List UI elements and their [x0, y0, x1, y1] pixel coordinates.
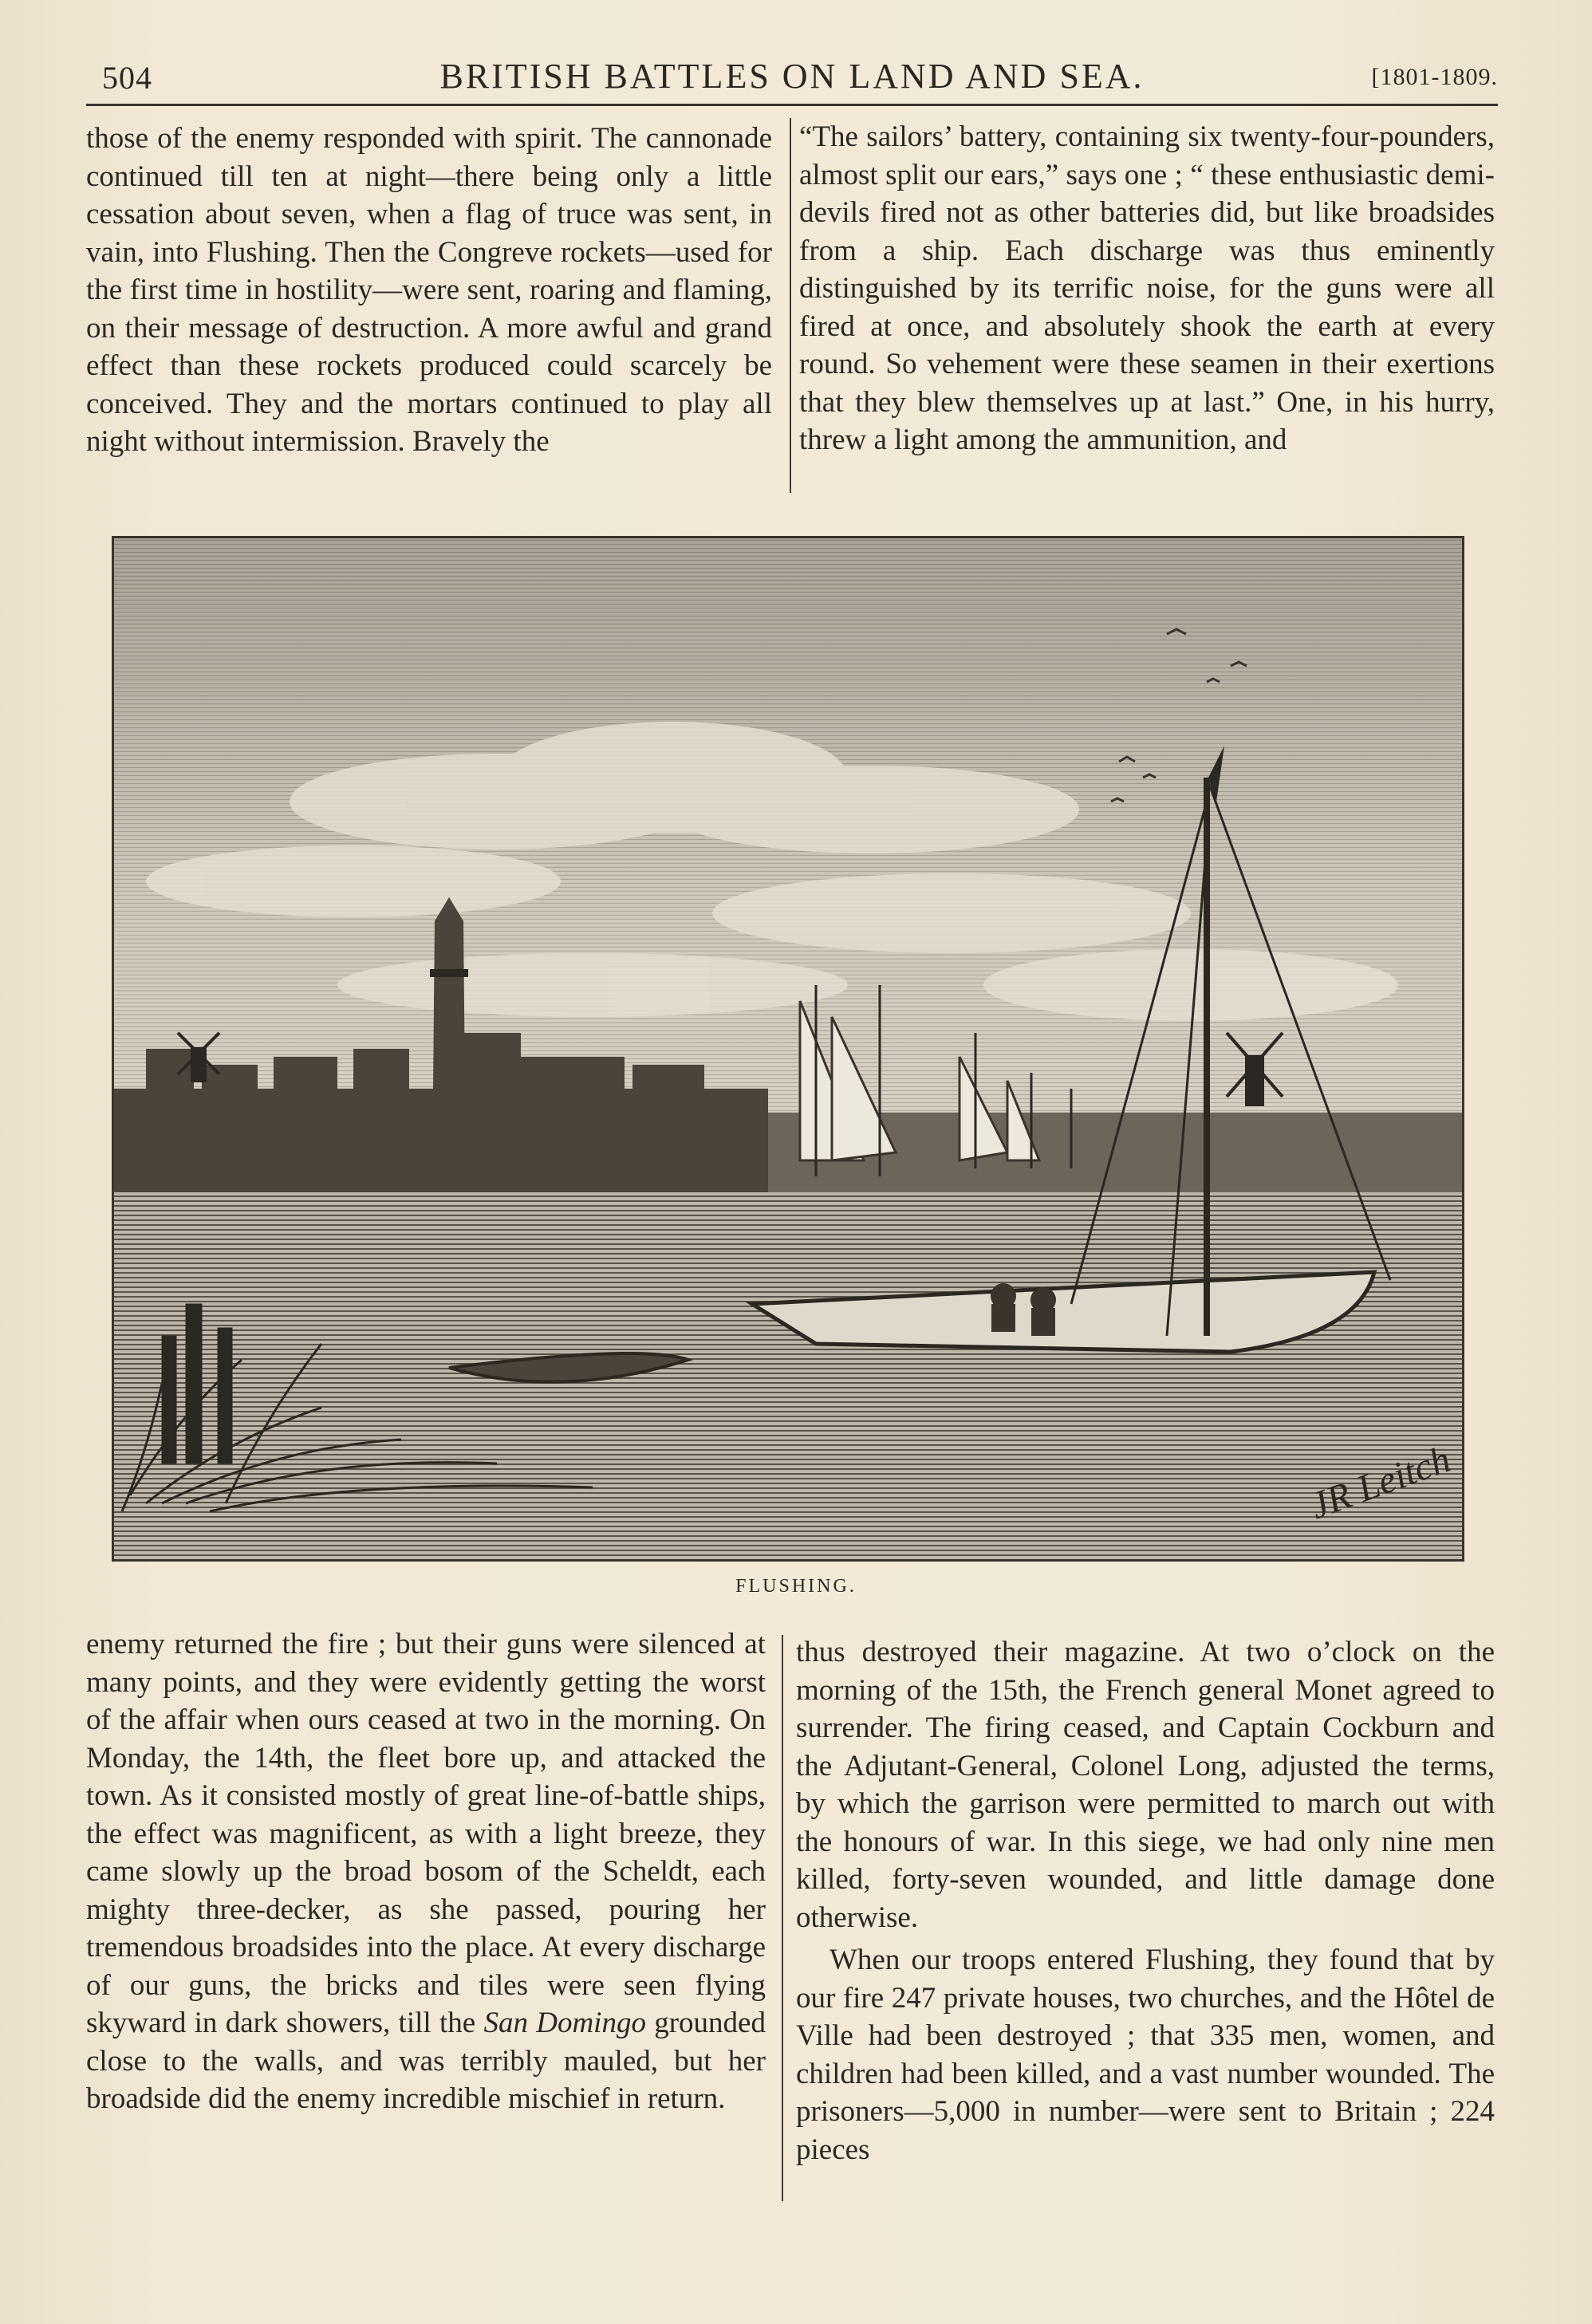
- paragraph: [86, 1625, 766, 2118]
- ship-name: San Domingo: [483, 2007, 646, 2039]
- paragraph: those of the enemy responded with spirit. The cannonade continued till ten at night—there being only a little cessation about seven, when a flag of truce was sent, in vain, into Flushing. Then the Congreve rockets—used for the first time in hostility—were sent, roaring and flaming, on their message of destruction. A more awful and grand effect than these rockets produced could scarcely be conceived. They and the mortars continued to play all night without intermission. Bravely the: [86, 122, 772, 458]
- date-range: [1801-1809.: [1371, 64, 1498, 90]
- text-run: grounded close to the walls, and was terribly mauled, but her broadside did the enemy incredible mischief in return.: [86, 2007, 766, 2115]
- engraving-flushing: [112, 536, 1464, 1562]
- top-right-column: [799, 118, 1495, 459]
- paragraph: When our troops entered Flushing, they found that by our fire 247 private houses, two churches, and the Hôtel de Ville had been destroyed ; that 335 men, women, and children had been killed, and a vast number wounded. The prisoners—5,000 in number—were sent to Britain ; 224 pieces: [796, 1944, 1495, 2166]
- text-run: enemy returned the fire ; but their guns were silenced at many points, and they were evidently getting the worst of the affair when ours ceased at two in the morning. On Monday, the 14th, the fleet bore up, and attacked the town. As it consisted mostly of great line-of-battle ships, the effect was magnificent, as with a light breeze, they came slowly up the broad bosom of the Scheldt, each mighty three-decker, as she passed, pouring her tremendous broadsides into the place. At every discharge of our guns, the bricks and tiles were seen flying skyward in dark showers, till the: [86, 1628, 766, 2039]
- column-divider: [790, 118, 791, 493]
- column-divider: [782, 1635, 783, 2201]
- water: [114, 1192, 1462, 1559]
- page-number: 504: [102, 60, 152, 96]
- paragraph: thus destroyed their magazine. At two o’clock on the morning of the 15th, the French general Monet agreed to surrender. The firing ceased, and Captain Cockburn and the Adjutant-General, Colonel Long, adjusted the terms, by which the garrison were permitted to march out with the honours of war. In this siege, we had only nine men killed, forty-seven wounded, and little damage done otherwise.: [796, 1636, 1495, 1934]
- header-rule: [86, 104, 1498, 106]
- bottom-left-column: [86, 1625, 766, 2118]
- paragraph: “The sailors’ battery, containing six twenty-four-pounders, almost split our ears,” says one ; “ these enthusiastic demi-devils fired not as other batteries did, but like broadsides from a ship. Each discharge was thus eminently distinguished by its terrific noise, for the guns were all fired at once, and absolutely shook the earth at every round. So vehement were these seamen in their exertions that they blew themselves up at last.” One, in his hurry, threw a light among the ammunition, and: [799, 120, 1495, 456]
- figure-caption: FLUSHING.: [735, 1576, 857, 1597]
- engraver-signature: JR Leitch: [1304, 1437, 1456, 1528]
- bottom-right-column: [796, 1633, 1495, 2168]
- running-header: [86, 49, 1498, 105]
- book-title: BRITISH BATTLES ON LAND AND SEA.: [439, 57, 1145, 96]
- top-left-column: [86, 120, 772, 461]
